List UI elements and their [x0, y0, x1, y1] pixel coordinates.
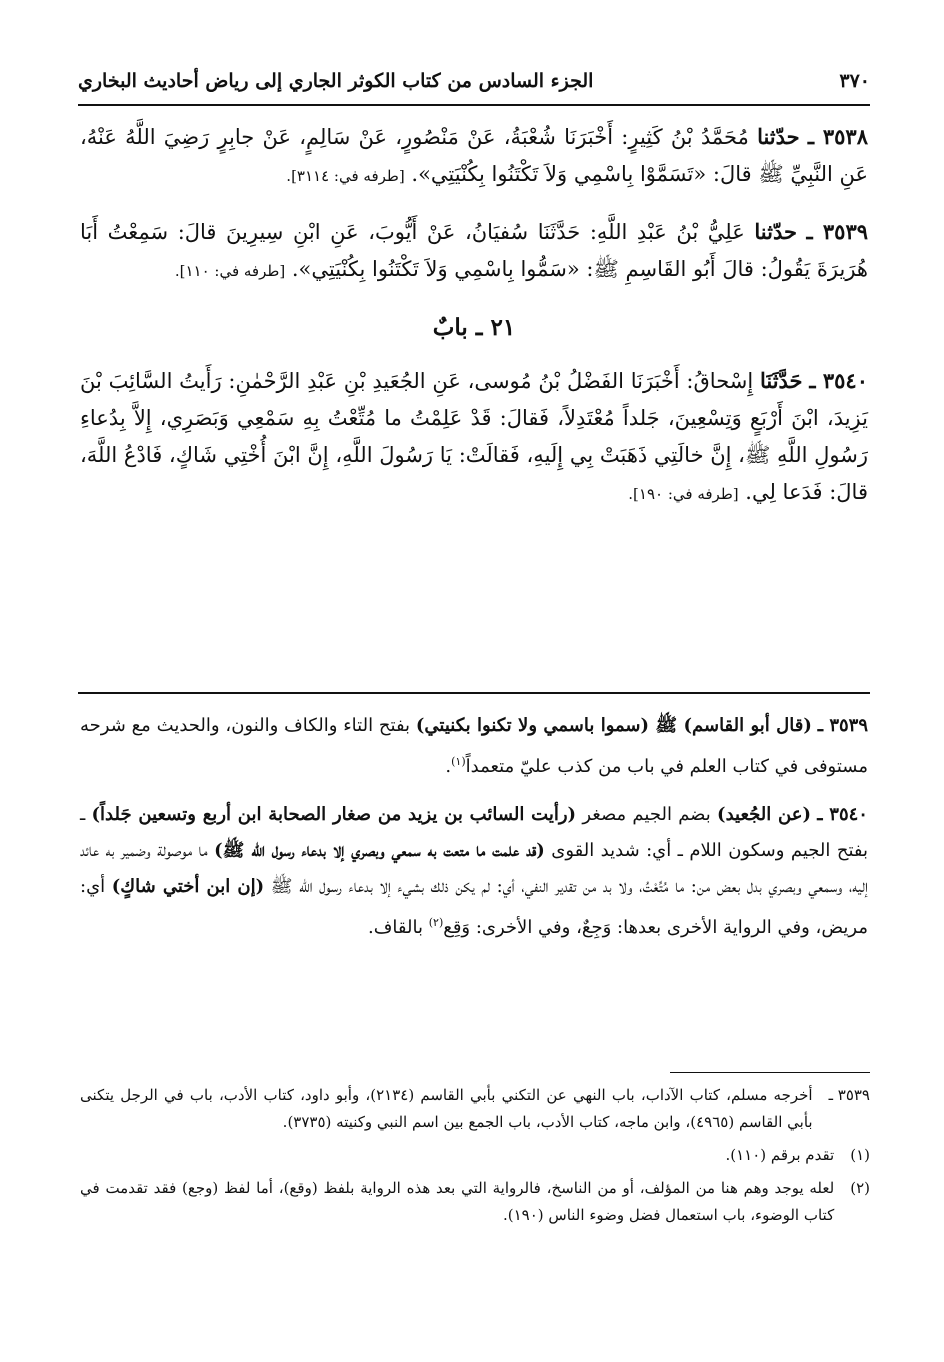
chapter-heading: ٢١ ـ بابٌ	[432, 314, 516, 341]
cross-reference: [طرفه في: ١٩٠].	[628, 485, 739, 503]
header-divider	[78, 104, 870, 106]
footnote-divider	[670, 1072, 870, 1073]
footnote: (١) تقدم برقم (١١٠).	[725, 1146, 870, 1164]
hadith-3539: ٣٥٣٩ ـ حدّثنا عَلِيُّ بْنُ عَبْدِ اللَّهِ: حَدَّثَنَا سُفيَانُ، عَنْ أَيُّوبَ، عَنِ ابْنِ سِيرِينَ قالَ: سَمِعْتُ أَبَا هُرَيرَةَ يَقُولُ: قالَ أَبُو القَاسِمِ ﷺ: «سَمُّوا بِاسْمِي وَلاَ تَكْتَنُوا بِكُنْيَتِي». [طرفه في: ١١٠].	[80, 219, 869, 281]
footnote: (٢) لعله يوجد وهم هنا من المؤلف، أو من الناسخ، فالرواية التي بعد هذه الرواية بلفظ (وقع)، أما لفظ (وجع) فقد تقدمت في كتاب الوضوء، باب استعمال فضل وضوء الناس (١٩٠).	[80, 1179, 870, 1224]
cross-reference: [طرفه في: ٣١١٤].	[286, 167, 405, 185]
footnote: ٣٥٣٩ ـ أخرجه مسلم، كتاب الآداب، باب النهي عن التكني بأبي القاسم (٢١٣٤)، وأبو داود، كتاب الأدب، باب في الرجل يتكنى بأبي القاسم (٤٩٦٥)، وابن ماجه، كتاب الأدب، باب الجمع بين اسم النبي وكنيته (٣٧٣٥).	[80, 1086, 870, 1131]
running-title: الجزء السادس من كتاب الكوثر الجاري إلى رياض أحاديث البخاري	[78, 70, 594, 92]
page-number: ٣٧٠	[839, 70, 870, 92]
footnote-marker: (١)	[451, 755, 466, 768]
footnotes	[80, 1082, 870, 1235]
running-header	[78, 58, 870, 104]
cross-reference: [طرفه في: ١١٠].	[174, 262, 286, 280]
commentary-3539: ٣٥٣٩ ـ (قال أبو القاسم) ﷺ (سموا باسمي ولا تكنوا بكنيتي) بفتح التاء والكاف والنون، والحديث مع شرحه مستوفى في كتاب العلم في باب من كذب عليّ متعمداً$^{(١)}$.	[80, 715, 868, 777]
hadith-3538: ٣٥٣٨ ـ حدّثنا مُحَمَّدُ بْنُ كَثِيرٍ: أَخْبَرَنَا شُعْبَةُ، عَنْ مَنْصُورٍ، عَنْ سَالِمٍ، عَنْ جابِرٍ رَضِيَ اللَّهُ عَنْهُ، عَنِ النَّبِيِّ ﷺ قالَ: «تَسَمَّوْا بِاسْمِي وَلاَ تَكْتَنُوا بِكُنْيَتِي». [طرفه في: ٣١١٤].	[80, 124, 868, 186]
commentary-3540: ٣٥٤٠ ـ (عن الجُعيد) بضم الجيم مصغر (رأيت السائب بن يزيد من صغار الصحابة ابن أربع وتسعين جَلداً) ـ بفتح الجيم وسكون اللام ـ أي: شديد القوى (قد علمت ما متعت به سمعي وبصري إلا بدعاء رسول الله ﷺ) ما موصولة وضمير به عائد إليه، وسمعي وبصري بدل بعض من: ما مُتِّعْتُ، ولا بد من تقدير النفي، أي: لم يكن ذلك بشيء إلا بدعاء رسول الله ﷺ (إن ابن أختي شاكٍ) أي: مريض، وفي الرواية الأخرى بعدها: وَجِعٌ، وفي الأخرى: وَقِع$^{(٢)}$ بالقاف.	[80, 804, 868, 938]
footnote-marker: (٢)	[428, 916, 444, 929]
hadith-3540: ٣٥٤٠ ـ حَدَّثَنَا إِسْحاقُ: أَخْبَرَنَا الفَضْلُ بْنُ مُوسى، عَنِ الجُعَيدِ بْنِ عَبْدِ الرَّحْمٰنِ: رَأَيتُ السَّائِبَ بْنَ يَزِيدَ، ابْنَ أَرْبَعٍ وَتِسْعِينَ، جَلداً مُعْتَدِلاً، فَقالَ: قَدْ عَلِمْتُ ما مُتِّعْتُ بِهِ سَمْعِي وَبَصَرِي، إِلاَّ بِدُعاءِ رَسُولِ اللَّهِ ﷺ، إِنَّ خالَتِي ذَهَبَتْ بِي إِلَيهِ، فَقالَتْ: يَا رَسُولَ اللَّهِ، إِنَّ ابْنَ أُخْتِي شَاكٍ، فَادْعُ اللَّهَ، قالَ: فَدَعا لِي. [طرفه في: ١٩٠].	[80, 368, 868, 504]
commentary-divider	[78, 692, 870, 694]
hadith-text	[80, 118, 868, 531]
commentary-section	[80, 708, 868, 958]
